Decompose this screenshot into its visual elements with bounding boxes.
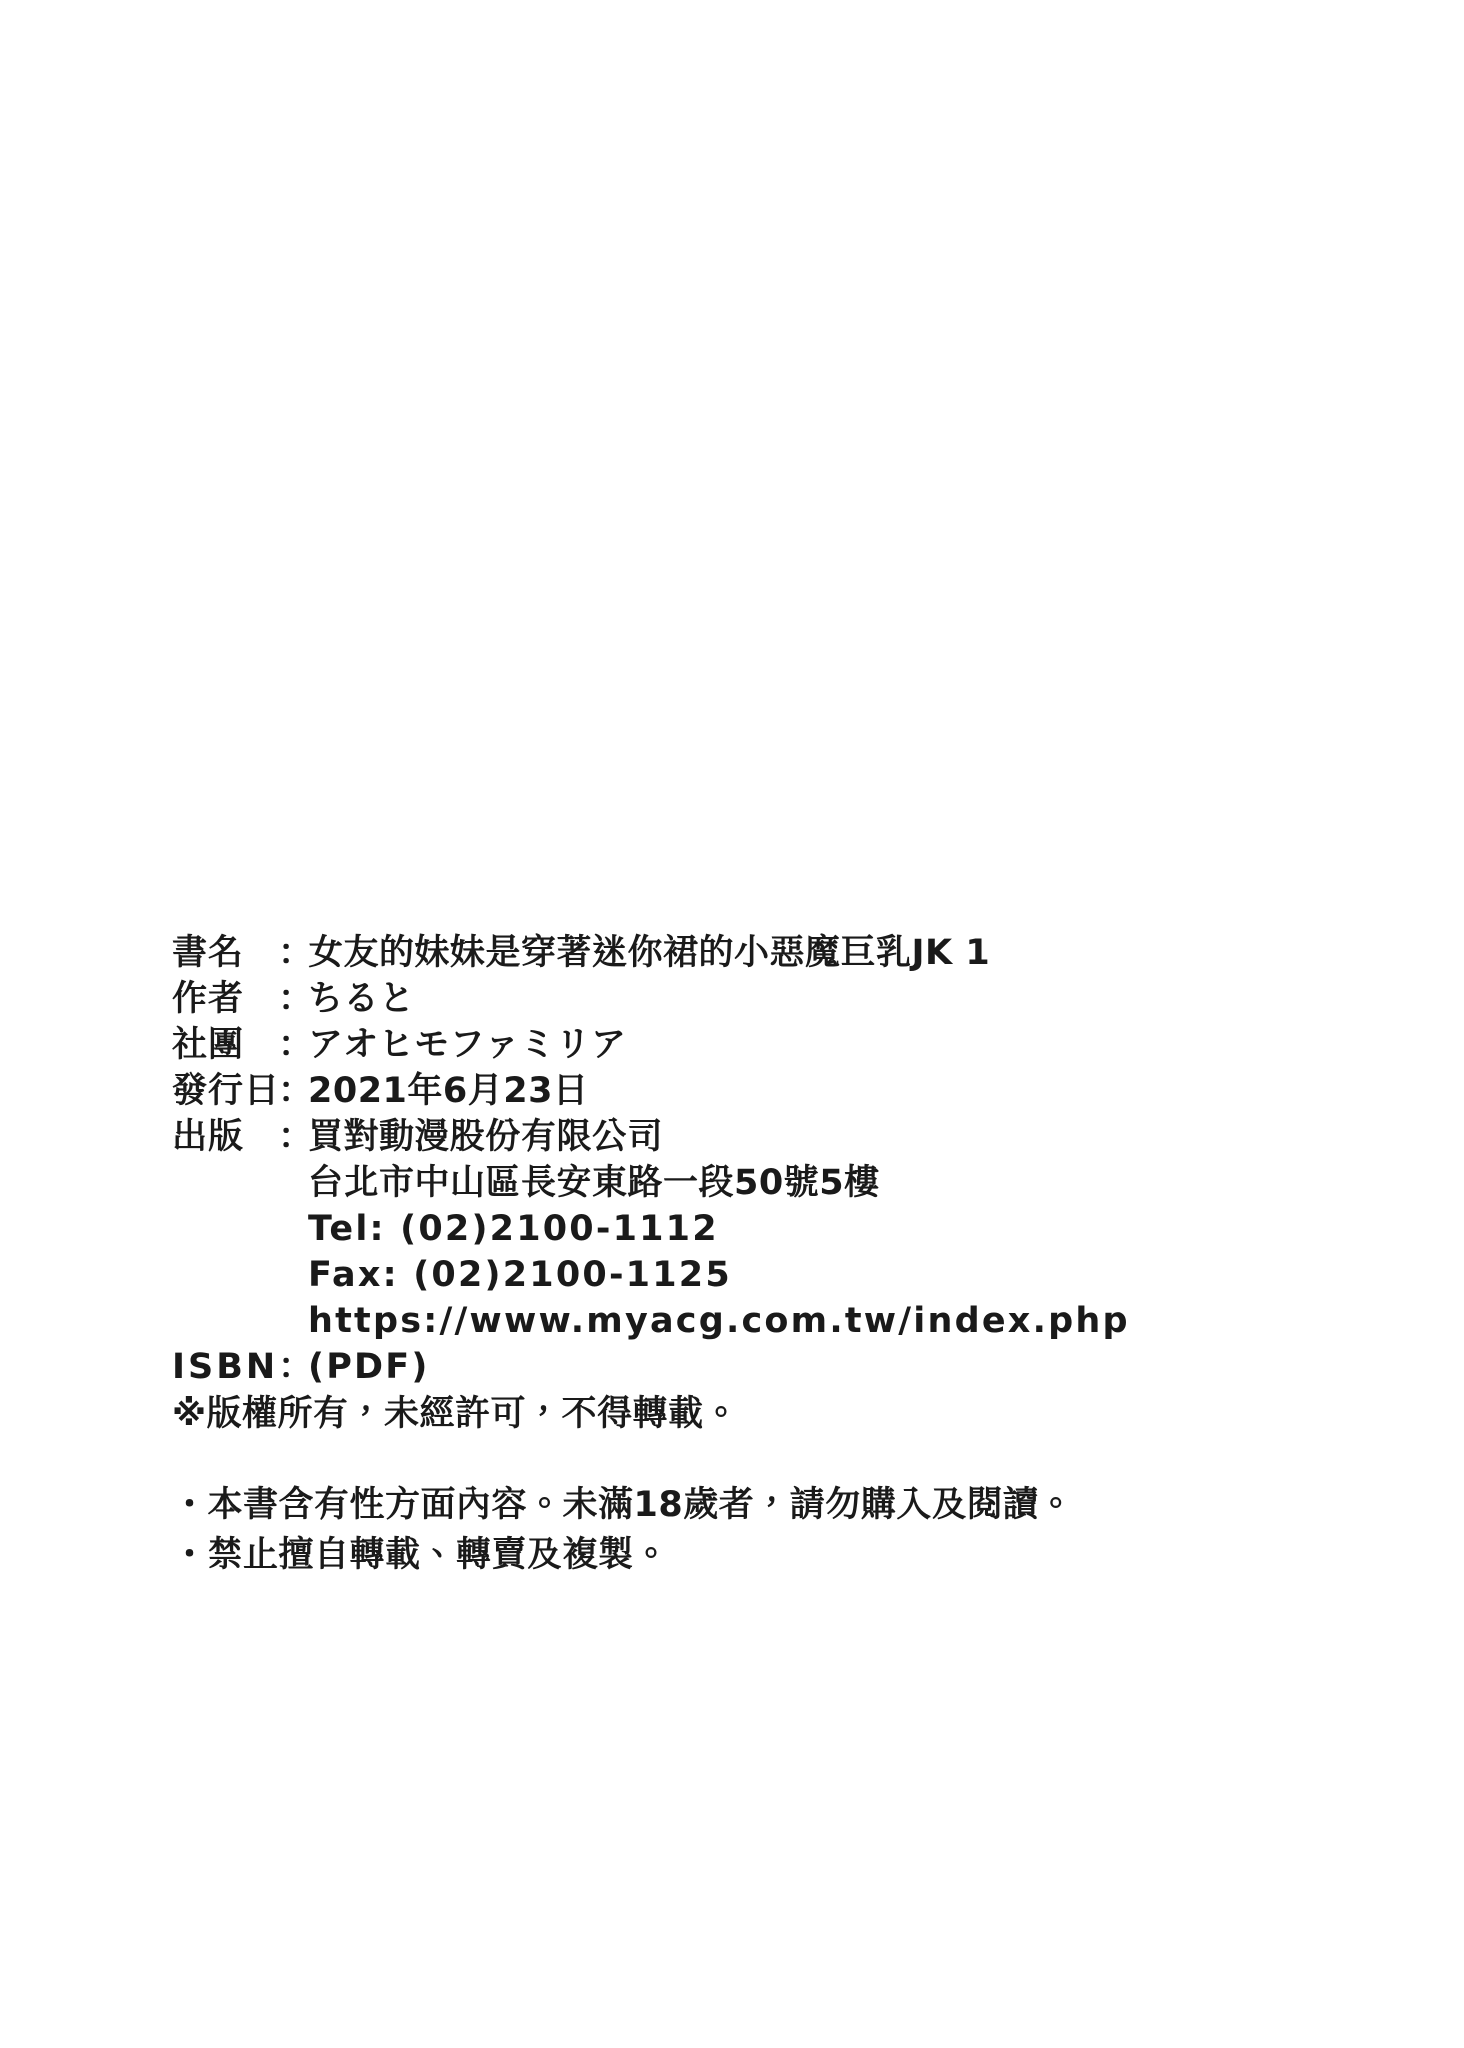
- colophon-label-author: 作者: [172, 979, 245, 1019]
- colophon-colon-release-date: ：: [278, 1071, 314, 1111]
- warning-no-redistribution: ・禁止擅自轉載、轉賣及複製。: [172, 1535, 670, 1575]
- colophon-label-release-date: 發行日: [172, 1071, 281, 1111]
- publisher-fax-text: Fax: (02)2100-1125: [308, 1255, 732, 1295]
- warning-age-restriction: ・本書含有性方面內容。未滿18歲者，請勿購入及閱讀。: [172, 1485, 1074, 1525]
- publisher-website[interactable]: [172, 1298, 1352, 1344]
- publisher-tel-text: Tel: (02)2100-1112: [308, 1209, 719, 1249]
- colophon-value-publisher: 買對動漫股份有限公司: [308, 1117, 664, 1157]
- publisher-tel: [172, 1206, 1352, 1252]
- publisher-address: [172, 1160, 1352, 1206]
- publisher-address-text: 台北市中山區長安東路一段50號5樓: [308, 1163, 880, 1203]
- publisher-website-text: https://www.myacg.com.tw/index.php: [308, 1301, 1130, 1341]
- spacer: [172, 1438, 1352, 1480]
- colophon-block: [172, 930, 1352, 1580]
- colophon-colon-title: ：: [278, 933, 314, 973]
- warning-list: [172, 1480, 1352, 1580]
- colophon-row-release-date: [172, 1068, 1352, 1114]
- colophon-value-circle: アオヒモファミリア: [308, 1025, 627, 1065]
- colophon-row-isbn: [172, 1344, 1352, 1390]
- colophon-label-title: 書名: [172, 933, 245, 973]
- colophon-label-publisher: 出版: [172, 1117, 245, 1157]
- copyright-notice: ※版權所有，未經許可，不得轉載。: [172, 1394, 740, 1434]
- colophon-colon-isbn: ：: [278, 1347, 314, 1387]
- colophon-colon-circle: ：: [278, 1025, 314, 1065]
- colophon-row-circle: [172, 1022, 1352, 1068]
- colophon-colon-publisher: ：: [278, 1117, 314, 1157]
- colophon-value-isbn: (PDF): [308, 1347, 430, 1387]
- colophon-row-publisher: [172, 1114, 1352, 1160]
- colophon-row-title: [172, 930, 1352, 976]
- colophon-label-circle: 社團: [172, 1025, 245, 1065]
- colophon-value-release-date: 2021年6月23日: [308, 1071, 589, 1111]
- colophon-row-author: [172, 976, 1352, 1022]
- colophon-label-isbn: ISBN: [172, 1347, 279, 1387]
- publisher-fax: [172, 1252, 1352, 1298]
- colophon-colon-author: ：: [278, 979, 314, 1019]
- colophon-value-author: ちると: [308, 979, 415, 1019]
- colophon-value-title: 女友的妹妹是穿著迷你裙的小惡魔巨乳JK 1: [308, 933, 991, 973]
